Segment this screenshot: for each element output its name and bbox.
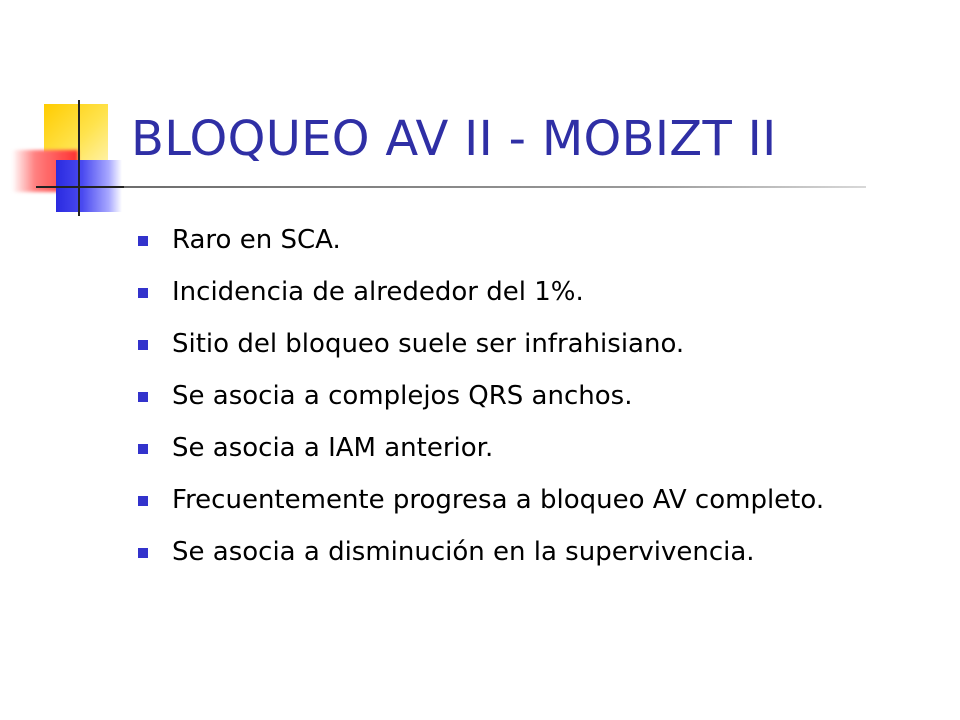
bullet-text: Sitio del bloqueo suele ser infrahisiano. (172, 329, 685, 359)
bullet-item (130, 380, 920, 412)
bullet-text: Incidencia de alrededor del 1%. (172, 277, 584, 307)
logo-horizontal-line (36, 186, 124, 188)
bullet-text: Se asocia a complejos QRS anchos. (172, 381, 633, 411)
square-bullet-icon (138, 548, 148, 558)
bullet-item (130, 484, 920, 516)
title-underline (124, 186, 866, 188)
bullet-item (130, 536, 920, 568)
square-bullet-icon (138, 236, 148, 246)
bullet-item (130, 224, 920, 256)
bullet-text: Raro en SCA. (172, 225, 341, 255)
bullet-item (130, 328, 920, 360)
colored-squares-logo-icon (0, 0, 140, 230)
slide-title: BLOQUEO AV II - MOBIZT II (131, 111, 777, 167)
bullet-item (130, 276, 920, 308)
square-bullet-icon (138, 340, 148, 350)
bullet-list (130, 224, 920, 588)
bullet-text: Se asocia a IAM anterior. (172, 433, 494, 463)
logo-vertical-line (78, 100, 80, 216)
square-bullet-icon (138, 444, 148, 454)
bullet-text: Se asocia a disminución en la supervivencia. (172, 537, 755, 567)
square-bullet-icon (138, 288, 148, 298)
square-bullet-icon (138, 392, 148, 402)
bullet-text: Frecuentemente progresa a bloqueo AV completo. (172, 485, 825, 515)
square-bullet-icon (138, 496, 148, 506)
bullet-item (130, 432, 920, 464)
